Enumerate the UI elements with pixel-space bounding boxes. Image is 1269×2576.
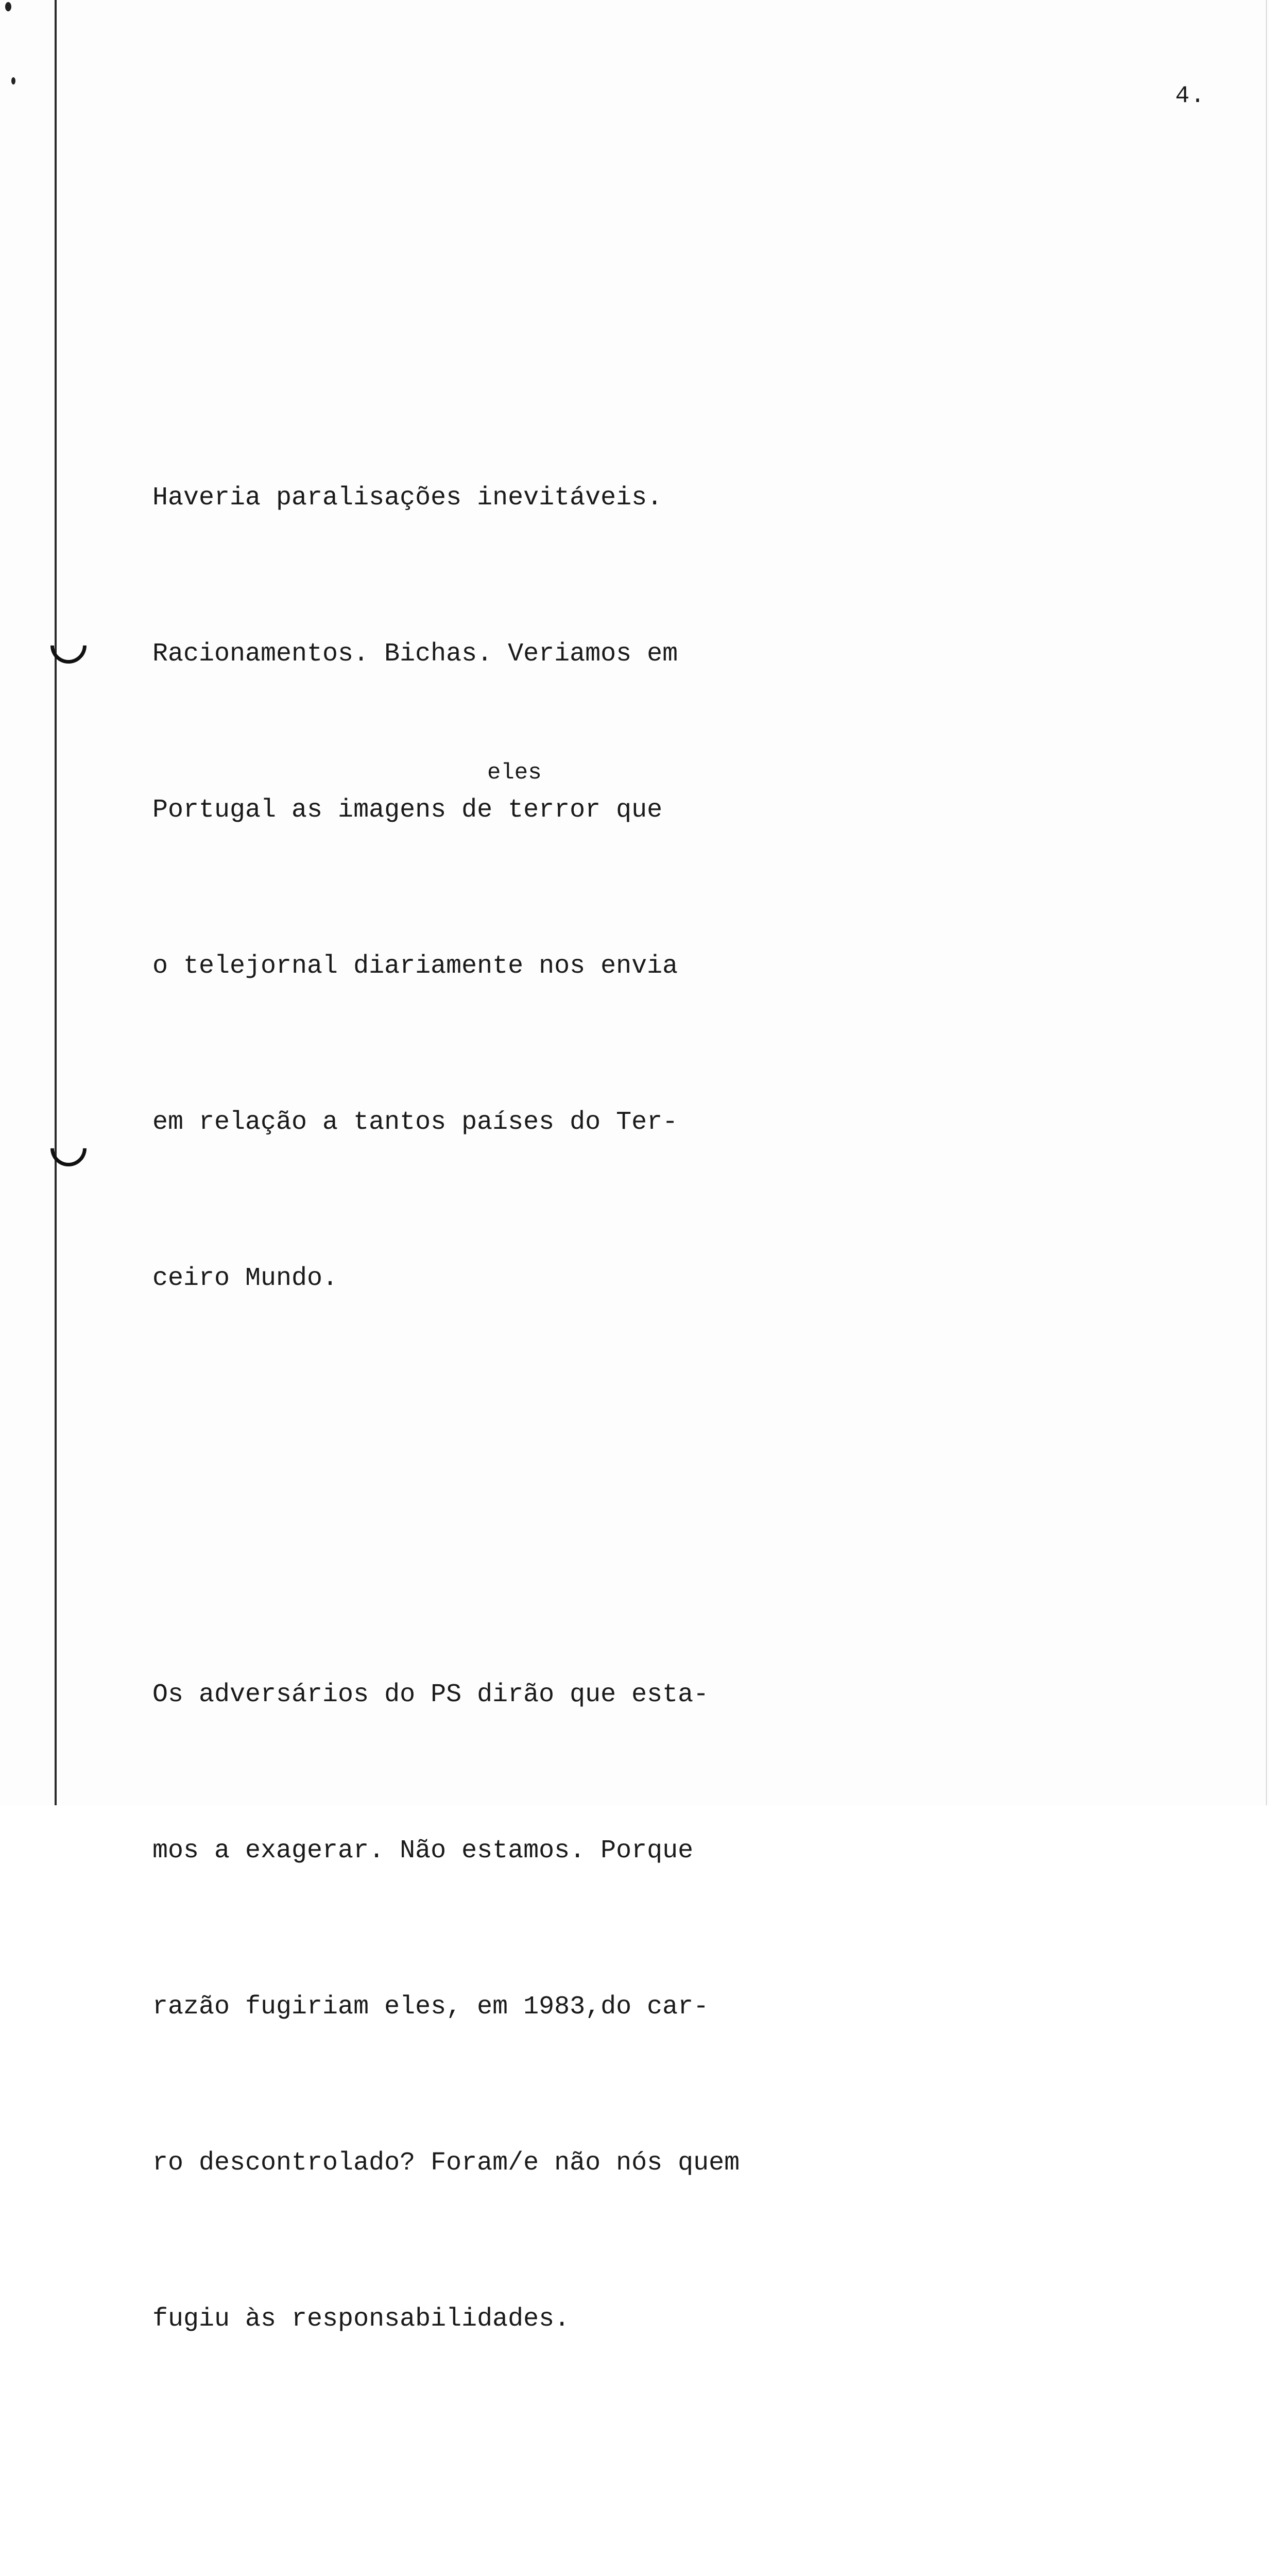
text-line: Portugal as imagens de terror que: [152, 795, 663, 825]
text-line: em relação a tantos países do Ter-: [152, 1108, 678, 1137]
text-line: fugiu às responsabilidades.: [152, 2304, 570, 2334]
text-line: Racionamentos. Bichas. Veriamos em: [152, 639, 678, 669]
paragraph: [152, 368, 925, 1409]
scan-speck: [5, 2, 11, 11]
text-line: ceiro Mundo.: [152, 1264, 338, 1293]
right-page-edge: [1266, 0, 1267, 1805]
page-number: 4.: [1175, 82, 1206, 109]
scan-speck: [11, 77, 15, 84]
text-line: Haveria paralisações inevitáveis.: [152, 483, 663, 513]
text-line: razão fugiriam eles, em 1983,do car-: [152, 1992, 709, 2022]
hole-punch-mark: [43, 1123, 94, 1174]
interlinear-insertion: eles: [487, 760, 542, 786]
hole-punch-mark: [43, 620, 94, 671]
text-line: mos a exagerar. Não estamos. Porque: [152, 1836, 694, 1866]
paragraph: [152, 1565, 925, 2449]
text-line: o telejornal diariamente nos envia: [152, 952, 678, 981]
text-line: ro descontrolado? Foram/e não nós quem: [152, 2148, 740, 2178]
text-line: Os adversários do PS dirão que esta-: [152, 1680, 709, 1709]
typed-body-text: [152, 264, 925, 2576]
left-margin-rule: [55, 0, 57, 1805]
